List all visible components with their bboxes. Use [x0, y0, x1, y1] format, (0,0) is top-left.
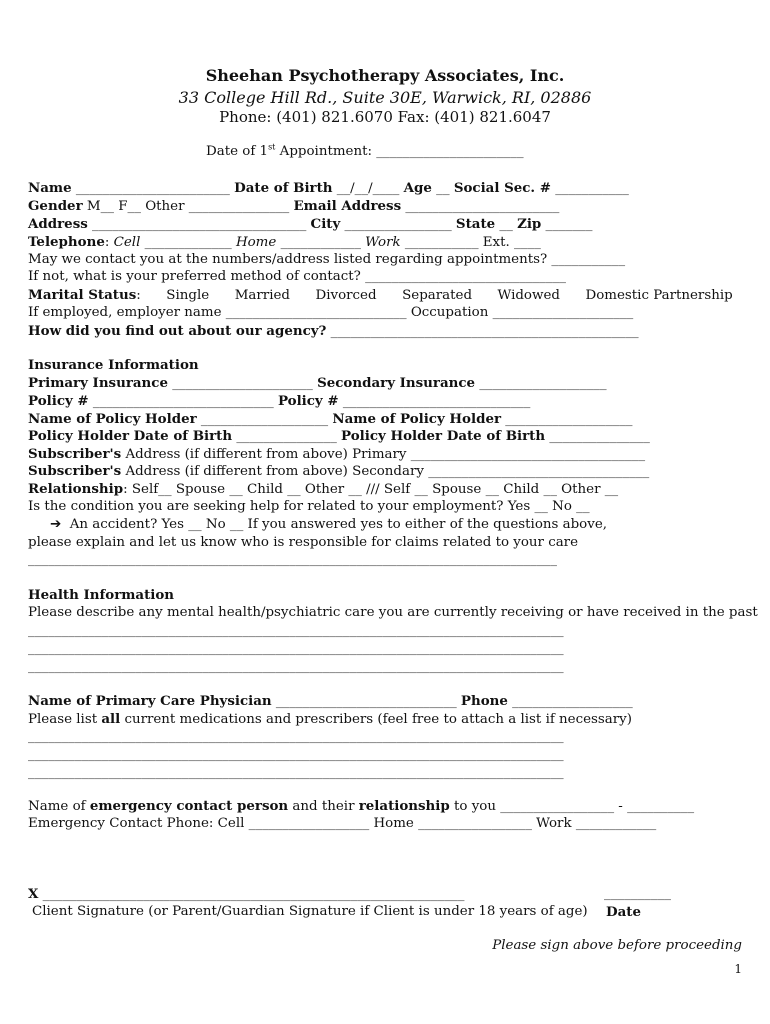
page-number: 1	[734, 962, 742, 976]
medications-blank-line[interactable]: ________________________________________________________________________________	[28, 765, 564, 780]
explain-blank-line[interactable]: _______________________________________________________________________________	[28, 552, 557, 567]
insurance-row[interactable]	[28, 374, 607, 393]
gender-label: Gender	[28, 198, 83, 214]
cell-field[interactable]: _____________	[140, 235, 236, 250]
subscriber-secondary-field[interactable]: Address (if different from above) Secondary _________________________________	[121, 464, 650, 479]
referral-field[interactable]: ______________________________________________	[326, 324, 639, 339]
sign-note: Please sign above before proceeding	[492, 938, 742, 953]
secondary-holder-label: Name of Policy Holder	[332, 411, 502, 427]
health-section-title: Health Information	[28, 587, 175, 603]
primary-holder-dob-label: Policy Holder Date of Birth	[28, 428, 233, 444]
primary-holder-label: Name of Policy Holder	[28, 411, 197, 427]
zip-label: Zip	[517, 216, 542, 232]
emergency-phone-row[interactable]: Emergency Contact Phone: Cell __________________ Home _________________ Work ____________	[28, 816, 657, 831]
contact-permission-question[interactable]: May we contact you at the numbers/address listed regarding appointments? ___________	[28, 252, 626, 267]
pcp-field[interactable]: ___________________________	[271, 694, 461, 709]
cell-label: Cell	[113, 235, 141, 250]
accident-question-row[interactable]	[50, 516, 607, 534]
health-blank-line[interactable]: ________________________________________________________________________________	[28, 623, 564, 638]
ssn-label: Social Sec. #	[453, 180, 551, 196]
primary-insurance-label: Primary Insurance	[28, 375, 168, 391]
organization-name: Sheehan Psychotherapy Associates, Inc.	[205, 66, 565, 85]
health-blank-line[interactable]: ________________________________________________________________________________	[28, 659, 564, 674]
signature-date-label: Date	[606, 904, 641, 920]
secondary-holder-dob-field[interactable]: _______________	[545, 429, 650, 444]
preferred-contact-question[interactable]: If not, what is your preferred method of contact? ______________________________	[28, 269, 566, 284]
signature-caption: Client Signature (or Parent/Guardian Signature if Client is under 18 years of age)	[32, 904, 588, 919]
signature-date-field[interactable]: __________	[604, 886, 671, 901]
appointment-line: Appointment: ______________________	[275, 144, 524, 159]
appointment-label: Date of 1	[206, 144, 269, 159]
pcp-phone-label: Phone	[460, 693, 508, 709]
age-label: Age	[403, 180, 432, 196]
primary-insurance-field[interactable]: _____________________	[167, 376, 318, 391]
state-label: State	[455, 216, 496, 232]
primary-policy-label: Policy #	[28, 393, 89, 409]
work-field[interactable]: ___________ Ext. ____	[400, 235, 541, 250]
employment-question[interactable]: Is the condition you are seeking help for related to your employment? Yes __ No __	[28, 499, 590, 514]
gender-options[interactable]: M__ F__ Other _______________	[82, 199, 294, 214]
name-row[interactable]	[28, 179, 629, 198]
signature-x-mark: X	[28, 886, 39, 902]
address-label: Address	[28, 216, 88, 232]
subscriber-label: Subscriber's	[28, 463, 122, 479]
name-label: Name	[28, 180, 72, 196]
telephone-sep: :	[104, 235, 114, 250]
telephone-row[interactable]	[28, 233, 541, 252]
organization-address: 33 College Hill Rd., Suite 30E, Warwick, RI, 02886	[178, 88, 592, 107]
secondary-insurance-label: Secondary Insurance	[317, 375, 476, 391]
marital-status-row[interactable]	[28, 286, 733, 305]
email-label: Email Address	[293, 198, 402, 214]
pcp-label: Name of Primary Care Physician	[28, 693, 272, 709]
city-label: City	[310, 216, 341, 232]
primary-policy-field[interactable]: ___________________________	[88, 394, 278, 409]
work-label: Work	[365, 235, 401, 250]
relationship-options[interactable]: : Self__ Spouse __ Child __ Other __ /// Self __ Spouse __ Child __ Other __	[123, 482, 619, 497]
dob-field[interactable]: __/__/____	[332, 181, 404, 196]
age-field[interactable]: __	[431, 181, 454, 196]
referral-label: How did you find out about our agency?	[28, 323, 327, 339]
employer-row[interactable]: If employed, employer name ___________________________ Occupation _____________________	[28, 305, 634, 320]
insurance-section-title: Insurance Information	[28, 357, 199, 373]
first-appointment-field[interactable]	[206, 144, 524, 159]
secondary-holder-field[interactable]: ___________________	[501, 412, 633, 427]
health-prompt: Please describe any mental health/psychiatric care you are currently receiving or have received in the past	[28, 605, 758, 620]
secondary-holder-dob-label: Policy Holder Date of Birth	[341, 428, 546, 444]
primary-holder-field[interactable]: ___________________	[196, 412, 333, 427]
explain-prompt: please explain and let us know who is responsible for claims related to your care	[28, 535, 578, 550]
subscriber-primary-field[interactable]: Address (if different from above) Primary ___________________________________	[121, 447, 646, 462]
subscriber-secondary-row[interactable]	[28, 462, 649, 481]
signature-field[interactable]: _______________________________________________________________	[38, 887, 465, 902]
emergency-contact-row[interactable]: Name of emergency contact person and their relationship to you _________________ - __________	[28, 798, 695, 814]
home-field[interactable]: ____________	[276, 235, 366, 250]
dob-label: Date of Birth	[234, 180, 333, 196]
relationship-label: Relationship	[28, 481, 124, 497]
policy-row[interactable]	[28, 392, 530, 411]
relationship-row[interactable]	[28, 480, 618, 499]
state-field[interactable]: __	[495, 217, 518, 232]
medications-blank-line[interactable]: ________________________________________________________________________________	[28, 729, 564, 744]
address-field[interactable]: ________________________________	[87, 217, 311, 232]
marital-status-label: Marital Status	[28, 287, 137, 303]
secondary-insurance-field[interactable]: ___________________	[475, 376, 607, 391]
medications-prompt: Please list all current medications and prescribers (feel free to attach a list if necessary)	[28, 711, 632, 727]
marital-status-options[interactable]: : Single Married Divorced Separated Widowed Domestic Partnership	[136, 288, 733, 303]
arrow-icon: ➔	[50, 517, 62, 532]
name-field[interactable]: _______________________	[71, 181, 235, 196]
organization-phone: Phone: (401) 821.6070 Fax: (401) 821.6047	[219, 108, 551, 126]
appointment-ordinal: st	[268, 142, 276, 152]
telephone-label: Telephone	[28, 234, 105, 250]
referral-row[interactable]	[28, 322, 639, 341]
emergency-contact-field[interactable]: to you _________________ - __________	[449, 799, 695, 814]
accident-question[interactable]: An accident? Yes __ No __ If you answered yes to either of the questions above,	[61, 517, 607, 532]
gender-row[interactable]	[28, 197, 559, 216]
signature-line-row[interactable]	[28, 885, 464, 904]
secondary-policy-label: Policy #	[277, 393, 339, 409]
primary-holder-dob-field[interactable]: _______________	[232, 429, 342, 444]
subscriber-label: Subscriber's	[28, 446, 122, 462]
home-label: Home	[235, 235, 277, 250]
holder-dob-row[interactable]	[28, 427, 650, 446]
city-field[interactable]: ________________	[340, 217, 456, 232]
zip-field[interactable]: _______	[541, 217, 593, 232]
pcp-row[interactable]	[28, 692, 633, 711]
medications-blank-line[interactable]: ________________________________________________________________________________	[28, 747, 564, 762]
address-row[interactable]	[28, 215, 592, 234]
secondary-policy-field[interactable]: ____________________________	[338, 394, 531, 409]
email-field[interactable]: _______________________	[401, 199, 560, 214]
pcp-phone-field[interactable]: __________________	[507, 694, 633, 709]
health-blank-line[interactable]: ________________________________________________________________________________	[28, 641, 564, 656]
ssn-field[interactable]: ___________	[550, 181, 629, 196]
